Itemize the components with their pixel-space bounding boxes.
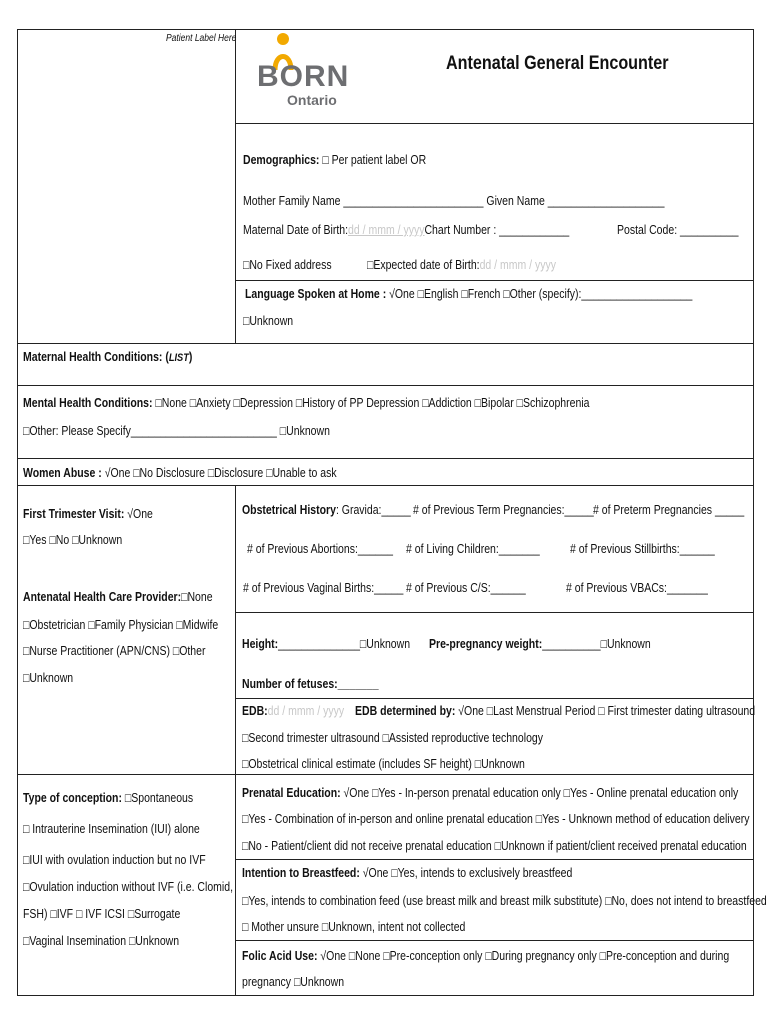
edb-determined-row [355,704,755,718]
ivf-options[interactable]: FSH) □IVF □ IVF ICSI □Surrogate [23,907,181,921]
gravida-field[interactable]: : Gravida:_____ [335,503,411,517]
logo-subtext: Ontario [287,92,337,108]
trimester-one[interactable]: √One [127,507,153,521]
prenatal-options-line1[interactable]: √One □Yes - In-person prenatal education only □Yes - Online prenatal education only [343,786,739,800]
abortions-field[interactable]: # of Previous Abortions:______ [247,542,393,556]
edd-checkbox[interactable]: □Expected date of Birth: [367,258,480,272]
prenatal-options-line3[interactable]: □No - Patient/client did not receive prenatal education □Unknown if patient/client received prenatal education [242,839,747,853]
maternal-row [23,350,192,364]
abuse-row [23,466,337,480]
fetuses-field[interactable]: _______ [337,677,379,691]
folic-options-line2[interactable]: pregnancy □Unknown [242,975,345,989]
breastfeed-top-line [235,859,754,860]
mental-top-line [17,385,754,386]
folic-options-line1[interactable]: √One □None □Pre-conception only □During pregnancy only □Pre-conception and during [320,949,730,963]
column-divider [235,485,236,996]
weight-unknown-checkbox[interactable]: □Unknown [600,637,651,651]
maternal-top-line [17,343,754,344]
abuse-options[interactable]: √One □No Disclosure □Disclosure □Unable to ask [104,466,337,480]
preterm-pregnancies-field[interactable]: # of Preterm Pregnancies _____ [593,503,745,517]
obstetrical-title: Obstetrical History [242,503,336,517]
born-logo [255,30,350,112]
height-unknown-checkbox[interactable]: □Unknown [359,637,411,651]
stillbirths-field[interactable]: # of Previous Stillbirths:______ [570,542,715,556]
edd-input[interactable]: dd / mmm / yyyy [479,258,556,272]
conception-row [23,791,193,805]
edb-options-line2[interactable]: □Second trimester ultrasound □Assisted reproductive technology [242,731,544,745]
trimester-title: First Trimester Visit: [23,507,125,521]
logo-text: BORN [257,60,350,93]
term-pregnancies-field[interactable]: # of Previous Term Pregnancies:_____ [413,503,594,517]
weight-label: Pre-pregnancy weight: [429,637,543,651]
provider-line2[interactable]: □Nurse Practitioner (APN/CNS) □Other [23,644,206,658]
cs-field[interactable]: # of Previous C/S:______ [406,581,526,595]
vaginal-insemination-options[interactable]: □Vaginal Insemination □Unknown [23,934,180,948]
breastfeed-options-line1[interactable]: √One □Yes, intends to exclusively breastfeed [362,866,573,880]
per-patient-label-checkbox[interactable]: □ Per patient label OR [322,153,427,167]
fetuses-row [242,677,379,691]
header-bottom-line [235,123,754,124]
iui-checkbox[interactable]: □ Intrauterine Insemination (IUI) alone [23,822,200,836]
mental-options[interactable]: □None □Anxiety □Depression □History of PP Depression □Addiction □Bipolar □Schizophrenia [155,396,590,410]
breastfeed-title: Intention to Breastfeed: [242,866,360,880]
provider-none-checkbox[interactable]: □None [181,590,213,604]
dob-row [243,223,569,237]
height-weight-row [242,637,410,651]
fetuses-label: Number of fetuses: [242,677,338,691]
prenatal-options-line2[interactable]: □Yes - Combination of in-person and online prenatal education □Yes - Unknown method of education delivery [242,812,750,826]
breastfeed-row [242,866,572,880]
maternal-paren-open: ( [162,350,169,364]
folic-title: Folic Acid Use: [242,949,318,963]
trimester-row [23,507,153,521]
trimester-options[interactable]: □Yes □No □Unknown [23,533,123,547]
mental-other-row[interactable]: □Other: Please Specify_________________________ □Unknown [23,424,330,438]
patient-label: Patient Label Here [166,33,237,44]
language-unknown-checkbox[interactable]: □Unknown [243,314,294,328]
maternal-title: Maternal Health Conditions: [23,350,163,364]
prenatal-row [242,786,738,800]
provider-row [23,590,213,604]
obstetrical-row1 [242,503,411,517]
breastfeed-options-line2[interactable]: □Yes, intends to combination feed (use breast milk and breast milk substitute) □No, does not intend to breastfeed [242,894,767,908]
chart-number-field[interactable]: Chart Number : ____________ [424,223,570,237]
abuse-bottom-line [17,485,754,486]
living-children-field[interactable]: # of Living Children:_______ [406,542,540,556]
provider-unknown[interactable]: □Unknown [23,671,74,685]
postal-code-field[interactable]: Postal Code: __________ [617,223,739,237]
iui-ovulation-checkbox[interactable]: □IUI with ovulation induction but no IVF [23,853,206,867]
height-label: Height: [242,637,279,651]
header-divider [235,29,236,344]
maternal-list-label: LIST [168,352,189,364]
height-field[interactable]: ______________ [278,637,360,651]
language-options[interactable]: √One □English □French □Other (specify):___________________ [389,287,693,301]
breastfeed-options-line3[interactable]: □ Mother unsure □Unknown, intent not collected [242,920,466,934]
weight-field[interactable]: __________ [542,637,601,651]
fetus-bottom-line [235,698,754,699]
abuse-title: Women Abuse : [23,466,102,480]
dob-label: Maternal Date of Birth: [243,223,349,237]
edb-determined-title: EDB determined by: [355,704,456,718]
mental-row [23,396,590,410]
demographics-row [243,153,426,167]
weight-row [429,637,651,651]
form-title: Antenatal General Encounter [446,53,669,74]
mental-title: Mental Health Conditions: [23,396,153,410]
obstetric-bottom-line [235,612,754,613]
provider-title: Antenatal Health Care Provider: [23,590,182,604]
edb-label: EDB: [242,704,268,718]
spontaneous-checkbox[interactable]: □Spontaneous [124,791,194,805]
vbac-field[interactable]: # of Previous VBACs:_______ [566,581,708,595]
language-title: Language Spoken at Home : [245,287,387,301]
prenatal-title: Prenatal Education: [242,786,341,800]
dob-input[interactable]: dd / mmm / yyyy [348,223,425,237]
vaginal-births-field[interactable]: # of Previous Vaginal Births:_____ [243,581,404,595]
folic-top-line [235,940,754,941]
mother-name-field[interactable]: Mother Family Name ________________________ Given Name ____________________ [243,194,665,208]
conception-top-line [17,774,754,775]
abuse-top-line [17,458,754,459]
edb-determined-options[interactable]: √One □Last Menstrual Period □ First trimester dating ultrasound [458,704,756,718]
edb-input[interactable]: dd / mmm / yyyy [267,704,345,718]
edb-options-line3[interactable]: □Obstetrical clinical estimate (includes SF height) □Unknown [242,757,525,771]
maternal-paren-close: ) [188,350,193,364]
edd-row [367,258,556,272]
provider-line1[interactable]: □Obstetrician □Family Physician □Midwife [23,618,219,632]
edb-row [242,704,344,718]
ovulation-checkbox[interactable]: □Ovulation induction without IVF (i.e. Clomid, [23,880,234,894]
no-fixed-address-checkbox[interactable]: □No Fixed address [243,258,332,272]
demographics-title: Demographics: [243,153,320,167]
language-row [245,287,692,301]
folic-row [242,949,729,963]
language-top-line [235,280,754,281]
conception-title: Type of conception: [23,791,122,805]
